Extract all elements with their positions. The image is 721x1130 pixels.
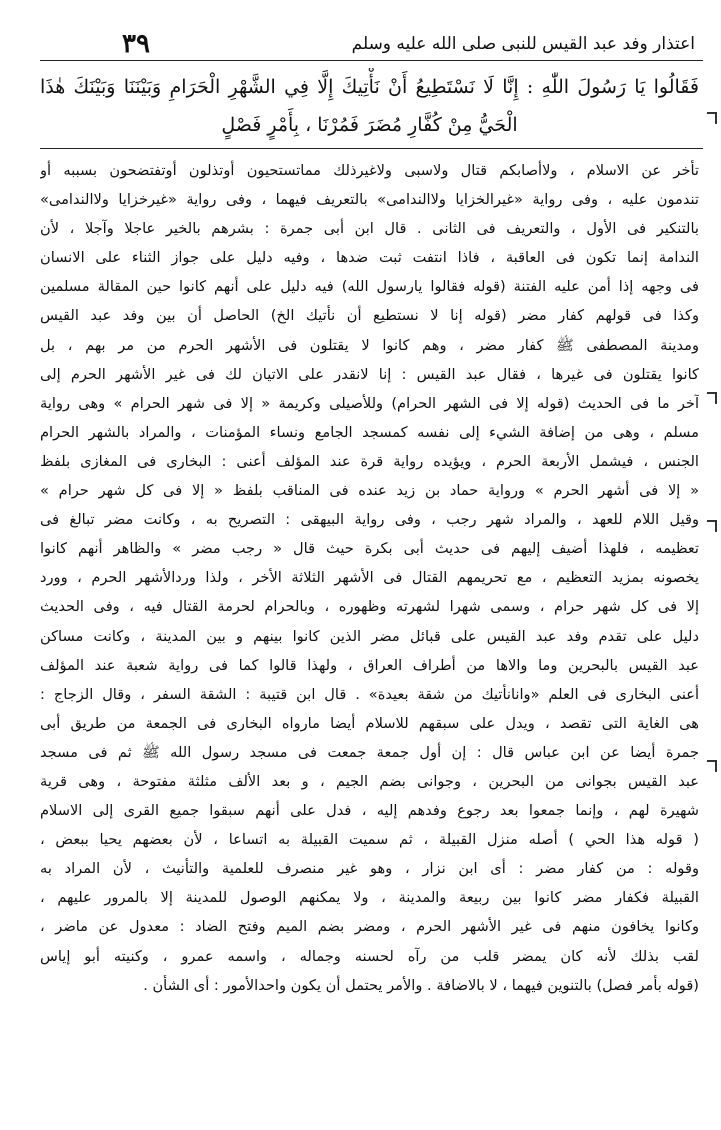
running-header	[40, 26, 699, 62]
commentary-line: عبد القيس بالبحرين وما والاها من أطراف العراق ، ولهذا قالوا كما فى رواية شعبة عند المؤلف	[40, 656, 699, 674]
commentary-line: جمرة أيضا عن ابن عباس قال : إن أول جمعة جمعت فى مسجد رسول الله ﷺ ثم فى مسجد	[40, 743, 699, 761]
commentary-line: الندامة إنما تكون فى العاقبة ، فاذا انتفت ثبت ضدها ، وفيه دليل على جواز الثناء على الانسان	[40, 249, 699, 267]
commentary-line: ( قوله هذا الحي ) أصله منزل القبيلة ، ثم سميت القبيلة به اتساعا ، لأن بعضهم يحيا ببعض ،	[40, 831, 699, 849]
margin-bracket-mark	[707, 760, 717, 772]
commentary-line: آخر ما فى الحديث (قوله إلا فى الشهر الحرام) وللأصيلى وكريمة « إلا فى شهر الحرام » وهى رواية	[40, 394, 699, 412]
commentary-line: يخصونه بمزيد التعظيم ، مع تحريمهم القتال فى الأشهر الثلاثة الأخر ، ولذا وردالأشهر الحرم ، وورد	[40, 569, 699, 587]
commentary-line: عبد القيس بجوانى من البحرين ، وجوانى بضم الجيم ، و بعد الألف مثلثة مفتوحة ، وهى قرية	[40, 772, 699, 790]
commentary-line: وقوله : من كفار مضر : أى ابن نزار ، وهو غير منصرف للعلمية والتأنيث ، لأن المراد به	[40, 860, 699, 878]
commentary-line: كانوا يقتلون فى غيرها ، فقال عبد القيس : إنا لانقدر على الاتيان لك فى غير الأشهر الحرم إلى	[40, 365, 699, 383]
commentary-line: إلا فى كل شهر حرام ، وسمى شهرا لشهرته وظهوره ، وبالحرام لحرمة القتال فيه ، وفى الحديث	[40, 598, 699, 616]
commentary-line: شهيرة لهم ، وإنما جمعوا بعد رجوع وفدهم إليه ، فدل على أنهم سبقوا جميع القرى إلى الاسلام	[40, 802, 699, 820]
margin-bracket-mark	[707, 392, 717, 404]
commentary-line: أعنى البخارى فى العلم «وانانأتيك من شقة بعيدة» . قال ابن قتيبة : الشقة السفر ، وقال الزجاج :	[40, 685, 699, 703]
commentary-block	[40, 156, 699, 1116]
header-divider	[40, 60, 703, 61]
commentary-line: « إلا فى أشهر الحرم » ورواية حماد بن زيد عنده فى المناقب بلفظ « إلا فى كل شهر حرام »	[40, 482, 699, 500]
running-title: اعتذار وفد عبد القيس للنبى صلى الله عليه وسلم	[351, 34, 695, 54]
margin-bracket-mark	[707, 112, 717, 124]
commentary-line: وكذا فى قولهم كفار مضر (قوله إنا لا نستطيع أن نأتيك الخ) الحاصل أن بين وفد عبد القيس	[40, 307, 699, 325]
commentary-line: تأخر عن الاسلام ، ولاأصابكم قتال ولاسبى ولاغيرذلك مماتستحيون أوتذلون أوتفتضحون بسببه أو	[40, 162, 699, 179]
commentary-line: دليل على تقدم وفد عبد القيس على قبائل مضر الذين كانوا بينهم و بين المدينة ، وكانت مساكن	[40, 627, 699, 645]
commentary-line: تندمون عليه ، وفى رواية «غيرالخزايا ولاالندامى» بالتعريف فيهما ، وفى رواية «غيرخزايا ولاالندامى»	[40, 191, 699, 209]
commentary-line: (قوله بأمر فصل) بالتنوين فيهما ، لا بالاضافة . والأمر يحتمل أن يكون واحدالأمور : أى الشأن .	[143, 976, 699, 994]
page-number: ٣٩	[122, 29, 150, 59]
margin-bracket-mark	[707, 520, 717, 532]
commentary-line: وقيل اللام للعهد ، والمراد شهر رجب ، وفى رواية البيهقى : التصريح به ، وكانت مضر تبالغ فى	[40, 511, 699, 529]
hadith-text: فَقَالُوا يَا رَسُولَ اللّٰهِ : إِنَّا لَا نَسْتَطِيعُ أَنْ نَأْتِيكَ إِلَّا فِي الشَّهْرِ الْحَرَامِ وَبَيْنَنَا وَبَيْنَكَ هٰذَا الْحَيُّ مِنْ كُفَّارِ مُضَرَ فَمُرْنَا ، بِأَمْرٍ فَصْلٍ	[40, 76, 699, 136]
commentary-line: مسلم ، وهى من إضافة الشيء إلى نفسه كمسجد الجامع ونساء المؤمنات ، والمراد بالشهر الحرام	[40, 423, 699, 441]
commentary-line: بالتنكير فى الأول ، والتعريف فى الثانى . قال ابن أبى جمرة : بشرهم بالخير عاجلا وآجلا ، لأن	[40, 220, 699, 238]
commentary-line: لقب بذلك لأنه كان يمضر قلب من رآه لحسنه وجماله ، واسمه عمرو ، وكنيته أبو إياس	[40, 947, 699, 965]
commentary-line: ومدينة المصطفى ﷺ كفار مضر ، وهم كانوا لا يقتلون فى الأشهر الحرم من مر بهم ، بل	[40, 336, 699, 354]
commentary-line: وكانوا يخافون منهم فى غير الأشهر الحرم ، ومضر بضم الميم وفتح الضاد : معدول عن ماضر ،	[40, 918, 699, 936]
hadith-divider	[40, 148, 703, 149]
commentary-line: هى الغاية التى تقصد ، ويدل على سبقهم للاسلام أيضا مارواه البخارى فى الجمعة من طريق أبى	[40, 714, 699, 732]
commentary-line: الجنس ، فيشمل الأربعة الحرم ، ويؤيده رواية قرة عند المؤلف أعنى : البخارى فى المغازى بلفظ	[40, 452, 699, 470]
commentary-line: تعظيمه ، فلهذا أضيف إليهم فى حديث أبى بكرة حيث قال « رجب مضر » والظاهر أنهم كانوا	[40, 540, 699, 558]
commentary-line: القبيلة فكفار مضر كانوا بين ربيعة والمدينة ، ولا يمكنهم الوصول للمدينة إلا بالمرور عليهم ،	[40, 889, 699, 907]
commentary-line: فى وجهه إذا أمن عليه الفتنة (قوله فقالوا يارسول الله) فيه دليل على أنهم كانوا حين المقالة مسلمين	[40, 278, 699, 296]
